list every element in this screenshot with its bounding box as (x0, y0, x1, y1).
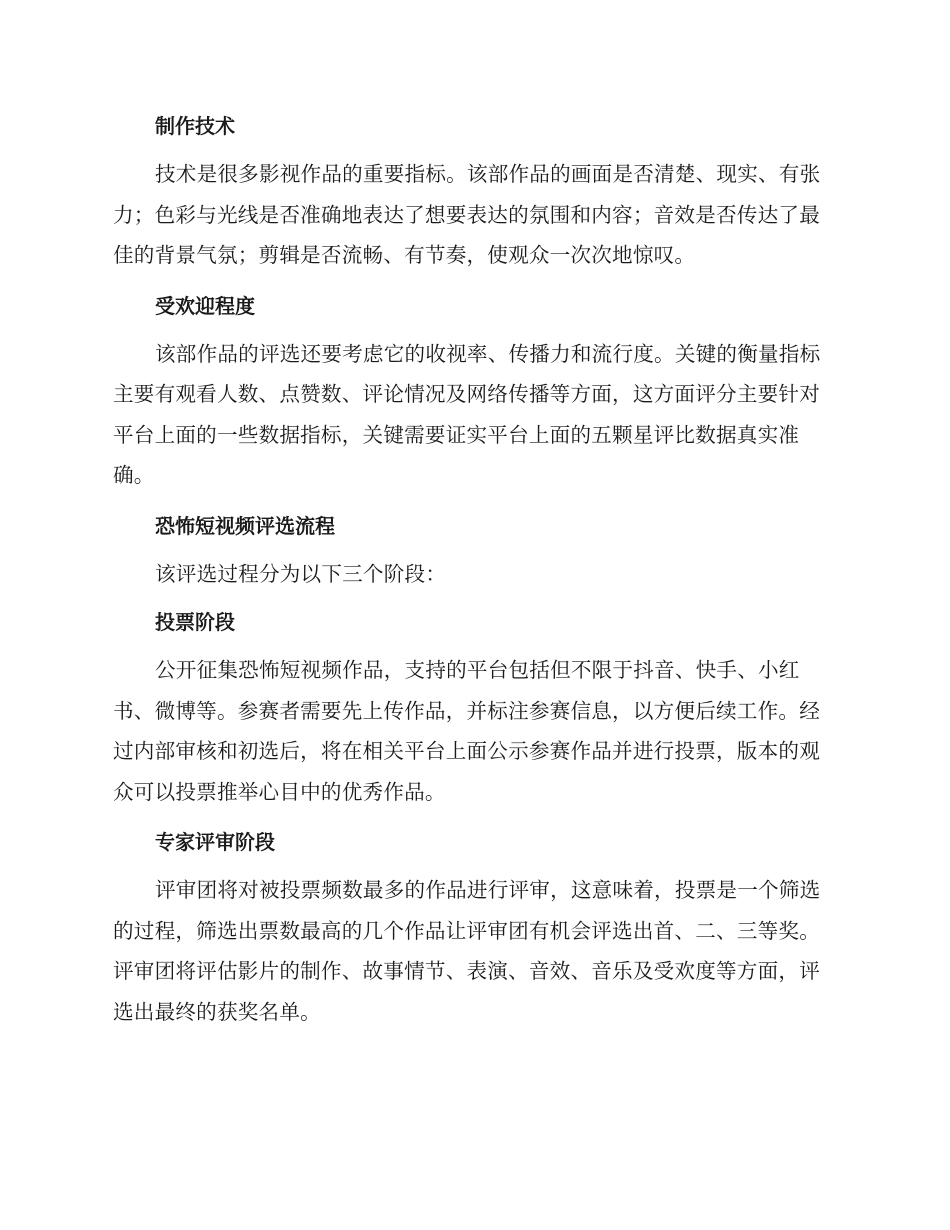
section-heading: 投票阶段 (155, 610, 235, 634)
section-expert-review-stage (113, 824, 835, 1032)
section-heading: 恐怖短视频评选流程 (155, 513, 335, 538)
section-heading: 专家评审阶段 (155, 830, 275, 854)
section-paragraph: 该部作品的评选还要考虑它的收视率、传播力和流行度。关键的衡量指标主要有观看人数、点赞数、评论情况及网络传播等方面，这方面评分主要针对平台上面的一些数据指标，关键需要证实平台上面的五颗星评比数据真实准确。 (113, 341, 821, 487)
section-paragraph: 公开征集恐怖短视频作品，支持的平台包括但不限于抖音、快手、小红书、微博等。参赛者需要先上传作品，并标注参赛信息，以方便后续工作。经过内部审核和初选后，将在相关平台上面公示参赛作品并进行投票，版本的观众可以投票推举心目中的优秀作品。 (113, 658, 820, 804)
section-paragraph: 评审团将对被投票频数最多的作品进行评审，这意味着，投票是一个筛选的过程，筛选出票数最高的几个作品让评审团有机会评选出首、二、三等奖。评审团将评估影片的制作、故事情节、表演、音效、音乐及受欢度等方面，评选出最终的获奖名单。 (113, 878, 821, 1024)
section-production-technique (113, 108, 835, 276)
section-voting-stage (113, 604, 835, 812)
section-paragraph: 技术是很多影视作品的重要指标。该部作品的画面是否清楚、现实、有张力；色彩与光线是否准确地表达了想要表达的氛围和内容；音效是否传达了最佳的背景气氛；剪辑是否流畅、有节奏，使观众一次次地惊叹。 (113, 162, 821, 267)
section-selection-process (113, 508, 835, 595)
document-page (113, 108, 835, 1044)
section-heading: 制作技术 (155, 114, 235, 138)
section-heading: 受欢迎程度 (155, 293, 255, 318)
section-popularity (113, 288, 835, 496)
section-paragraph: 该评选过程分为以下三个阶段： (155, 561, 447, 586)
